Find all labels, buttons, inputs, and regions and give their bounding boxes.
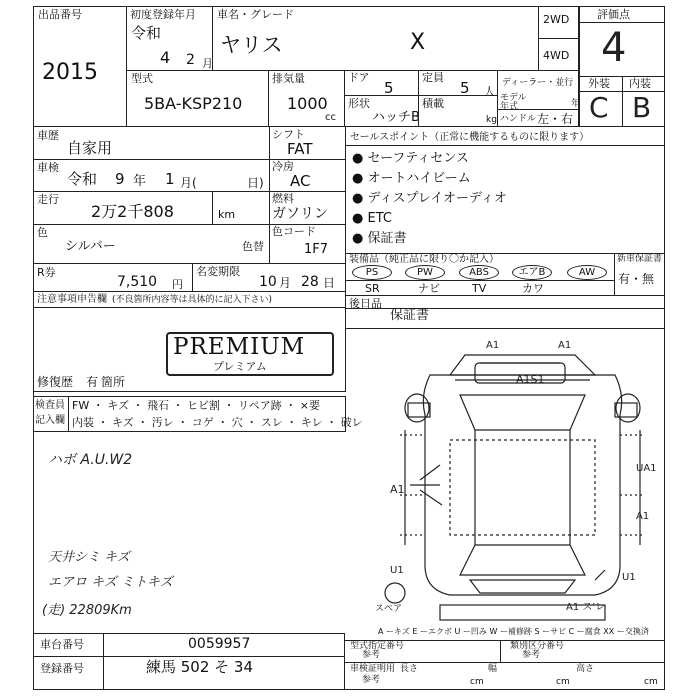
equip-sr: SR <box>365 282 380 295</box>
handwritten-line-2: 天井シミ キズ <box>48 550 130 565</box>
equip-leather: カワ <box>522 282 544 295</box>
later-docs-label: 後日品 <box>349 297 382 310</box>
height-label: 高さ <box>576 664 595 674</box>
int-label: 内装 <box>629 77 651 90</box>
mark-spare: スペア <box>375 604 403 614</box>
inspection-day-unit: 日) <box>247 176 264 190</box>
length-label: 長さ <box>400 664 419 674</box>
shape-value: ハッチB <box>372 110 420 125</box>
car-grade: X <box>410 30 426 55</box>
mark-left: A1 <box>390 483 405 496</box>
recycle-value: 7,510 <box>117 274 158 290</box>
width-unit: cm <box>556 677 570 687</box>
score-label: 評価点 <box>597 8 630 21</box>
equip-pw: PW <box>405 265 445 280</box>
length-unit: cm <box>470 677 484 687</box>
equip-ps: PS <box>352 265 392 280</box>
chassis-label: 車台番号 <box>40 638 84 651</box>
divider <box>497 109 579 110</box>
mileage-unit: km <box>218 208 236 221</box>
shift-label: シフト <box>272 128 305 141</box>
divider <box>269 224 270 264</box>
divider <box>212 191 213 225</box>
reg-expiry-day: 28 <box>301 274 319 290</box>
displacement-label: 排気量 <box>272 72 305 85</box>
color-code: 1F7 <box>304 242 329 257</box>
sales-point-item: ● 保証書 <box>352 231 407 246</box>
mileage-label: 走行 <box>37 193 59 206</box>
color-value: シルバー <box>65 239 116 254</box>
car-label: 車名・グレード <box>217 8 294 21</box>
divider <box>500 640 501 662</box>
divider <box>622 76 623 127</box>
doors-label: ドア <box>348 71 370 84</box>
later-docs-value: 保証書 <box>390 308 430 323</box>
capacity-unit: 人 <box>484 85 495 98</box>
reg-expiry-month-unit: 月 <box>279 276 292 290</box>
premium-en: PREMIUM <box>173 334 306 360</box>
capacity-value: 5 <box>460 79 470 97</box>
shift-value: FAT <box>287 140 313 158</box>
defects-label-1: 検査員 <box>35 400 65 411</box>
first-reg-month-unit: 月 <box>202 57 213 70</box>
history-label: 車歴 <box>37 129 59 142</box>
first-reg-era: 令和 <box>131 24 162 42</box>
model-spec-ref: 参考 <box>362 650 381 660</box>
recycle-unit: 円 <box>172 278 183 291</box>
reg-expiry-label: 名変期限 <box>196 265 240 278</box>
int-score: B <box>632 91 652 124</box>
mileage-value: 2万2千808 <box>91 202 174 221</box>
mark-rear-left: U1 <box>390 565 404 576</box>
dealer-label: ディーラー・並行 <box>502 78 574 88</box>
defects-row-1: FW ・ キズ ・ 飛石 ・ ヒビ割 ・ リペア跡 ・ ×要 <box>72 399 320 412</box>
recycle-box <box>33 263 193 292</box>
fuel-value: ガソリン <box>272 206 328 222</box>
sales-point-item: ● ディスプレイオーディオ <box>352 191 507 206</box>
ac-value: AC <box>290 172 311 190</box>
load-unit: kg <box>486 115 497 125</box>
history-value: 自家用 <box>67 139 113 157</box>
repair-unit: 箇所 <box>101 375 126 389</box>
divider <box>344 662 665 663</box>
sales-points-label: セールスポイント（正常に機能するものに限ります） <box>350 132 590 143</box>
reg-expiry-month: 10 <box>259 274 277 290</box>
model-label: 型式 <box>131 72 153 85</box>
model-spec-label: 型式指定番号 <box>350 641 405 651</box>
car-name: ヤリス <box>220 33 283 57</box>
cert-ref: 参考 <box>362 675 381 685</box>
divider <box>538 6 539 71</box>
new-warranty-value: 有・無 <box>618 272 655 286</box>
premium-jp: プレミアム <box>213 360 267 373</box>
first-reg-month: 2 <box>186 52 195 68</box>
inspection-year: 9 <box>115 170 125 188</box>
mark-rear-right: U1 <box>622 572 636 583</box>
notes-label: 注意事項申告欄 <box>37 294 107 305</box>
first-reg-label: 初度登録年月 <box>130 8 196 21</box>
handle-value: 左・右 <box>537 112 574 126</box>
handle-label: ハンドル <box>500 114 537 124</box>
equip-navi: ナビ <box>418 282 440 295</box>
divider <box>538 38 579 39</box>
cert-label: 車検証明用 <box>350 664 396 674</box>
registration-value: 練馬 502 そ 34 <box>146 658 254 676</box>
displacement-value: 1000 <box>287 94 328 113</box>
fuel-label: 燃料 <box>272 192 294 205</box>
equip-tv: TV <box>472 282 487 295</box>
inspection-label: 車検 <box>37 161 59 174</box>
divider <box>33 307 346 308</box>
color-label: 色 <box>37 226 48 239</box>
equip-aw: AW <box>567 265 607 280</box>
equip-abs: ABS <box>459 265 499 280</box>
width-label: 幅 <box>488 664 498 674</box>
inspection-month: 1 <box>165 170 175 188</box>
registration-label: 登録番号 <box>40 662 84 675</box>
shape-label: 形状 <box>348 97 370 110</box>
equip-airbag: エアB <box>512 265 552 280</box>
inspection-era: 令和 <box>67 170 98 188</box>
sales-point-item: ● ETC <box>352 211 392 226</box>
inspection-month-unit: 月( <box>180 176 197 190</box>
divider <box>345 145 665 146</box>
ext-label: 外装 <box>588 77 610 90</box>
sales-point-item: ● セーフティセンス <box>352 151 469 166</box>
ext-score: C <box>589 91 609 124</box>
displacement-unit: cc <box>325 112 336 123</box>
height-unit: cm <box>644 677 658 687</box>
color-code-label: 色コード <box>272 225 316 238</box>
sheet-no-value: 2015 <box>42 60 98 85</box>
chassis-value: 0059957 <box>188 636 251 652</box>
repair-label: 修復歴 <box>37 375 74 389</box>
mark-windshield: A1S1 <box>516 373 545 386</box>
equipment-label: 装備品（純正品に限り〇か記入） <box>349 254 499 265</box>
new-warranty-label: 新車保証書 <box>617 254 663 264</box>
first-reg-year: 4 <box>160 48 171 67</box>
sales-point-item: ● オートハイビーム <box>352 171 471 186</box>
handwritten-line-4: (走) 22809Km <box>42 603 132 618</box>
load-label: 積載 <box>422 97 444 110</box>
notes-hint: (不良箇所内容等は具体的に記入下さい) <box>112 295 273 305</box>
sheet-no-label: 出品番号 <box>38 8 82 21</box>
model-value: 5BA-KSP210 <box>144 94 243 113</box>
class-ref: 参考 <box>522 650 541 660</box>
mark-right-1: UA1 <box>636 463 657 474</box>
divider <box>68 396 69 432</box>
repair-value: 有 <box>86 375 99 389</box>
mark-front-left: A1 <box>486 340 500 351</box>
ac-label: 冷房 <box>272 160 294 173</box>
model-year-label: モデル年式 <box>500 93 527 112</box>
inspection-year-unit: 年 <box>133 174 147 189</box>
divider <box>579 22 665 23</box>
mark-front-right: A1 <box>558 340 572 351</box>
mark-rear-bottom: A1 ス'レ <box>566 602 606 613</box>
class-label: 類別区分番号 <box>510 641 565 651</box>
drive-4wd: 4WD <box>543 49 570 62</box>
capacity-label: 定員 <box>422 71 444 84</box>
handwritten-line-3: エアロ キズ ミトキズ <box>48 575 173 590</box>
score-value: 4 <box>601 25 627 71</box>
recycle-label: R券 <box>37 266 56 279</box>
legend: A ーキズ E ーエクボ U ー凹み W ー補修跡 S ーサビ C ー腐食 XX ー交換済 <box>378 627 649 636</box>
doors-value: 5 <box>384 79 394 97</box>
defects-label-2: 記入欄 <box>35 415 65 426</box>
defects-row-2: 内装 ・ キズ ・ 汚レ ・ コゲ ・ 穴 ・ スレ ・ キレ ・ 破レ <box>72 416 363 429</box>
divider <box>345 280 615 281</box>
mark-right-2: A1 <box>636 511 650 522</box>
model-year-unit: 年 <box>571 99 581 109</box>
drive-2wd: 2WD <box>543 13 570 26</box>
reg-expiry-day-unit: 日 <box>323 276 336 290</box>
color-swap-label: 色替 <box>242 240 264 253</box>
handwritten-line-1: ハボ A.U.W2 <box>48 452 133 468</box>
